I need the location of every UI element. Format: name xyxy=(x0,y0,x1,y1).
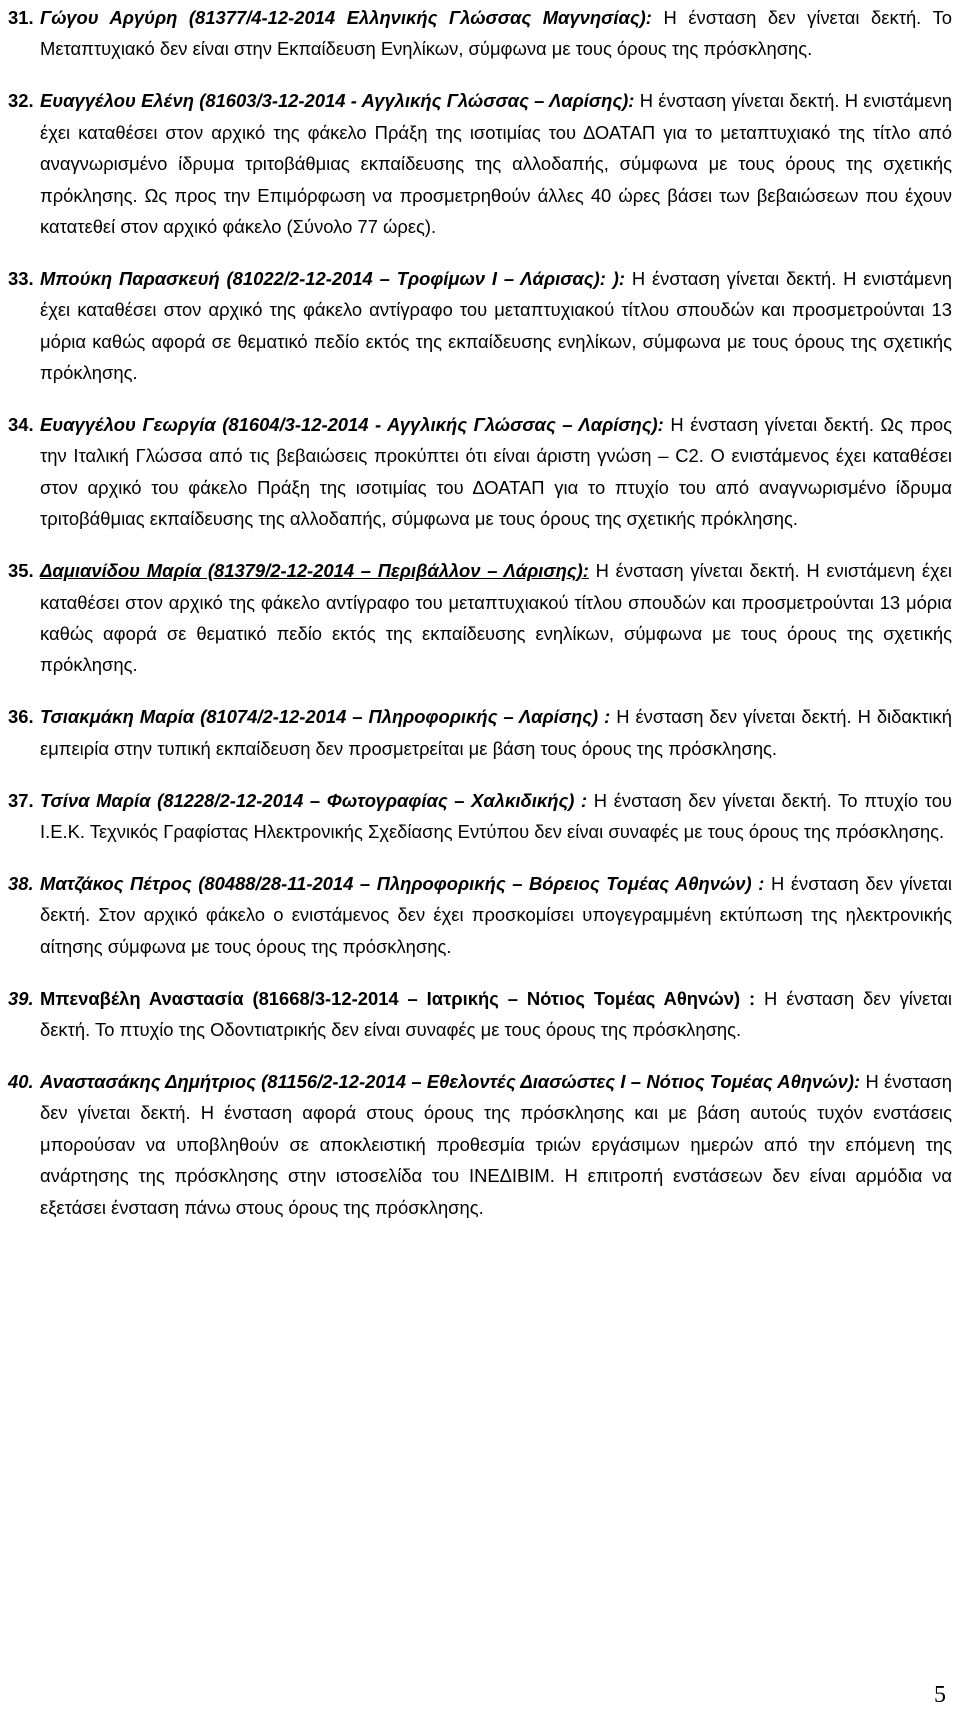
entry-text: Η ένσταση δεν γίνεται δεκτή. Το πτυχίο του Ι.Ε.Κ. Τεχνικός Γραφίστας Ηλεκτρονικής Σχεδίασης Εντύπου δεν είναι συναφές με τους όρους της πρόσκλησης. xyxy=(40,789,952,842)
entry-35 xyxy=(8,555,952,681)
entry-name: Τσιακμάκη Μαρία (81074/2-12-2014 – Πληροφορικής – Λαρίσης) : xyxy=(40,706,611,728)
entry-40 xyxy=(8,1066,952,1223)
entry-37 xyxy=(8,785,952,848)
entry-text: Η ένσταση δεν γίνεται δεκτή. Το Μεταπτυχιακό δεν είναι στην Εκπαίδευση Ενηλίκων, σύμφωνα με τους όρους της πρόσκλησης. xyxy=(40,7,952,60)
entry-name: Αναστασάκης Δημήτριος (81156/2-12-2014 – Εθελοντές Διασώστες Ι – Νότιος Τομέας Αθηνών): xyxy=(40,1070,861,1092)
entry-text: Η ένσταση δεν γίνεται δεκτή. Η διδακτική εμπειρία στην τυπική εκπαίδευση δεν προσμετρείται με βάση τους όρους της πρόσκλησης. xyxy=(40,706,952,759)
entry-33 xyxy=(8,263,952,389)
entry-number: 38. xyxy=(8,872,34,894)
entry-name: Ευαγγέλου Ελένη (81603/3-12-2014 - Αγγλικής Γλώσσας – Λαρίσης): xyxy=(40,90,635,112)
entry-36 xyxy=(8,701,952,764)
entry-number: 36. xyxy=(8,706,34,728)
entry-34 xyxy=(8,409,952,535)
entry-text: Η ένσταση γίνεται δεκτή. Ως προς την Ιταλική Γλώσσα από τις βεβαιώσεις προκύπτει ότι είναι άριστη γνώση – C2. Ο ενιστάμενος έχει καταθέσει στον αρχικό του φάκελο Πράξη της ισοτιμίας του ΔΟΑΤΑΠ για το πτυχίο του από αναγνωρισμένο ίδρυμα τριτοβάθμιας εκπαίδευσης της αλλοδαπής, σύμφωνα με τους όρους της σχετικής πρόκλησης. xyxy=(40,413,952,530)
entry-name: Ματζάκος Πέτρος (80488/28-11-2014 – Πληροφορικής – Βόρειος Τομέας Αθηνών) : xyxy=(40,872,765,894)
entry-32 xyxy=(8,85,952,242)
entry-name: Δαμιανίδου Μαρία (81379/2-12-2014 – Περιβάλλον – Λάρισης): xyxy=(40,560,589,582)
entry-text: Η ένσταση γίνεται δεκτή. Η ενιστάμενη έχει καταθέσει στον αρχικό της φάκελο αντίγραφο του μεταπτυχιακού τίτλου σπουδών και προσμετρούνται 13 μόρια καθώς αφορά σε θεματικό πεδίο εκτός της εκπαίδευσης ενηλίκων, σύμφωνα με τους όρους της σχετικής πρόκλησης. xyxy=(40,267,952,384)
entry-name: Μπούκη Παρασκευή (81022/2-12-2014 – Τροφίμων Ι – Λάρισας): ): xyxy=(40,267,625,289)
entry-text: Η ένσταση δεν γίνεται δεκτή. Στον αρχικό φάκελο ο ενιστάμενος δεν έχει προσκομίσει υπογεγραμμένη εκτύπωση της ηλεκτρονικής αίτησης σύμφωνα με τους όρους της πρόσκλησης. xyxy=(40,872,952,957)
entry-name: Μπεναβέλη Αναστασία (81668/3-12-2014 – Ιατρικής – Νότιος Τομέας Αθηνών) : xyxy=(40,987,756,1009)
entry-text: Η ένσταση γίνεται δεκτή. Η ενιστάμενη έχει καταθέσει στον αρχικό της φάκελο Πράξη της ισοτιμίας του ΔΟΑΤΑΠ για το μεταπτυχιακό της τίτλο από αναγνωρισμένο ίδρυμα τριτοβάθμιας εκπαίδευσης της αλλοδαπής, σύμφωνα με τους όρους της σχετικής πρόκλησης. Ως προς την Επιμόρφωση να προσμετρηθούν άλλες 40 ώρες βάσει των βεβαιώσεων που έχουν κατατεθεί στον αρχικό φάκελο (Σύνολο 77 ώρες). xyxy=(40,90,952,237)
entry-number: 37. xyxy=(8,789,34,811)
entry-text: Η ένσταση δεν γίνεται δεκτή. Η ένσταση αφορά στους όρους της πρόσκλησης και με βάση αυτούς τυχόν ενστάσεις μπορούσαν να υποβληθούν σε αποκλειστική προθεσμία τριών εργάσιμων ημερών από την επόμενη της ανάρτησης της πρόσκλησης στην ιστοσελίδα του ΙΝΕΔΙΒΙΜ. Η επιτροπή ενστάσεων δεν είναι αρμόδια να εξετάσει ένσταση πάνω στους όρους της πρόσκλησης. xyxy=(40,1070,952,1218)
entry-text: Η ένσταση γίνεται δεκτή. Η ενιστάμενη έχει καταθέσει στον αρχικό της φάκελο αντίγραφο του μεταπτυχιακού τίτλου σπουδών και προσμετρούνται 13 μόρια καθώς αφορά σε θεματικό πεδίο εκτός της εκπαίδευσης ενηλίκων, σύμφωνα με τους όρους της σχετικής πρόκλησης. xyxy=(40,560,952,676)
entry-39 xyxy=(8,983,952,1046)
entry-number: 32. xyxy=(8,90,34,112)
entry-name: Γώγου Αργύρη (81377/4-12-2014 Ελληνικής Γλώσσας Μαγνησίας): xyxy=(40,7,652,28)
entry-38 xyxy=(8,868,952,962)
entry-number: 40. xyxy=(8,1070,34,1092)
page-number: 5 xyxy=(934,1682,946,1708)
objections-list xyxy=(8,2,952,1243)
entry-number: 33. xyxy=(8,267,34,289)
entry-number: 31. xyxy=(8,7,34,28)
entry-number: 35. xyxy=(8,560,34,582)
entry-name: Ευαγγέλου Γεωργία (81604/3-12-2014 - Αγγλικής Γλώσσας – Λαρίσης): xyxy=(40,413,664,435)
entry-text: Η ένσταση δεν γίνεται δεκτή. Το πτυχίο της Οδοντιατρικής δεν είναι συναφές με τους όρους της πρόσκλησης. xyxy=(40,987,952,1040)
entry-name: Τσίνα Μαρία (81228/2-12-2014 – Φωτογραφίας – Χαλκιδικής) : xyxy=(40,789,588,811)
entry-number: 34. xyxy=(8,413,34,435)
entry-31 xyxy=(8,2,952,65)
entry-number: 39. xyxy=(8,987,34,1009)
